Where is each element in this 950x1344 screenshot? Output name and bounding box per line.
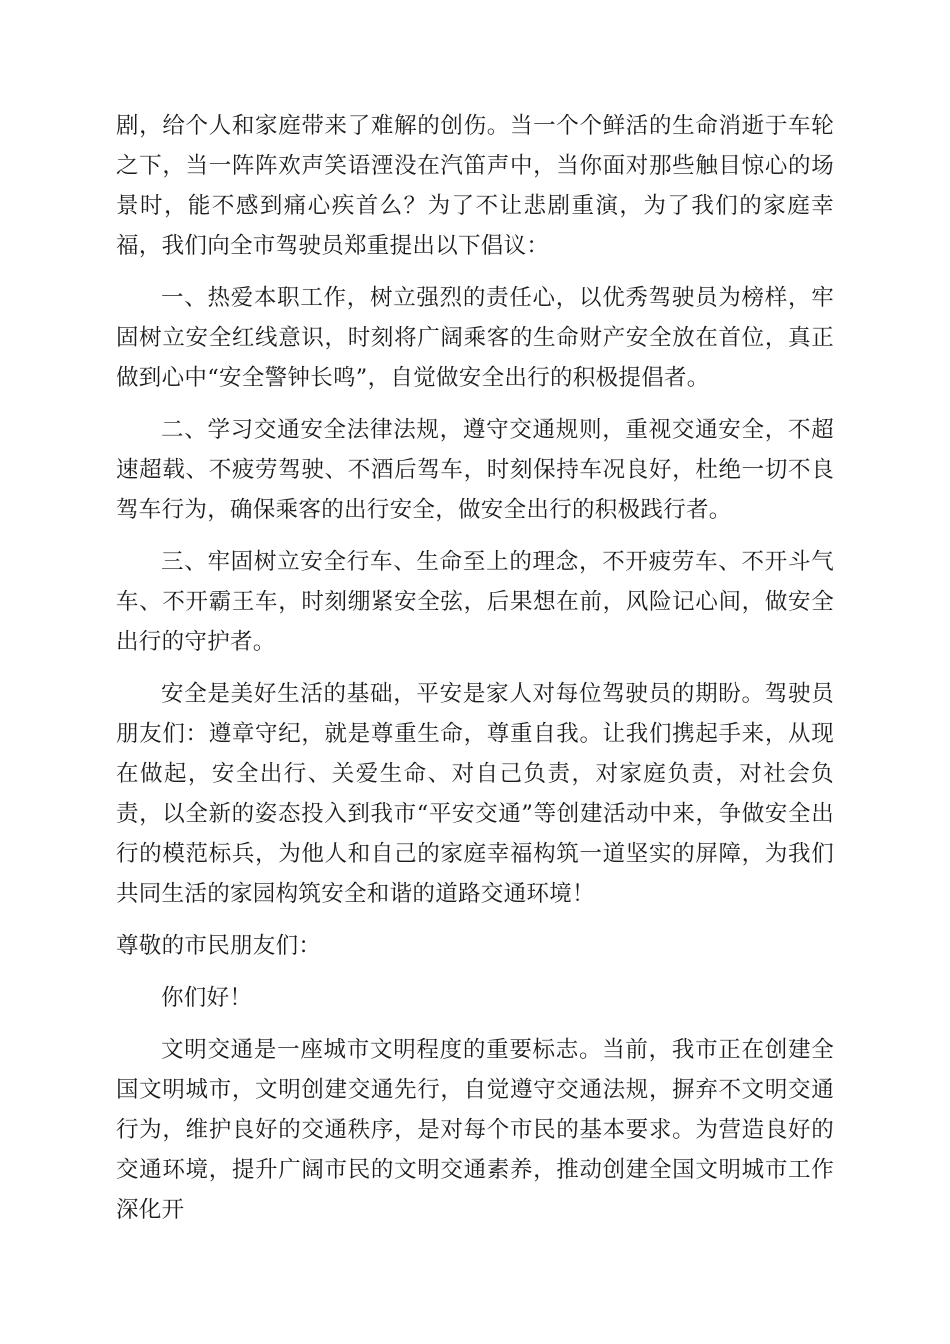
greeting: 你们好！: [161, 985, 253, 1011]
document-body: [116, 106, 834, 1242]
salutation: 尊敬的市民朋友们：: [116, 933, 322, 959]
paragraph-civilized-traffic: 文明交通是一座城市文明程度的重要标志。当前，我市正在创建全国文明城市，文明创建交通先行，自觉遵守交通法规，摒弃不文明交通行为，维护良好的交通秩序，是对每个市民的基本要求。为营造良好的交通环境，提升广阔市民的文明交通素养，推动创建全国文明城市工作深化开: [116, 1037, 834, 1223]
paragraph-proposal-2: 二、学习交通安全法律法规，遵守交通规则，重视交通安全，不超速超载、不疲劳驾驶、不酒后驾车，时刻保持车况良好，杜绝一切不良驾车行为，确保乘客的出行安全，做安全出行的积极践行者。: [116, 417, 834, 523]
paragraph-continuation: 剧，给个人和家庭带来了难解的创伤。当一个个鲜活的生命消逝于车轮之下，当一阵阵欢声笑语湮没在汽笛声中，当你面对那些触目惊心的场景时，能不感到痛心疾首么？为了不让悲剧重演，为了我们的家庭幸福，我们向全市驾驶员郑重提出以下倡议：: [116, 113, 834, 259]
paragraph-closing: 安全是美好生活的基础，平安是家人对每位驾驶员的期盼。驾驶员朋友们：遵章守纪，就是尊重生命，尊重自我。让我们携起手来，从现在做起，安全出行、关爱生命、对自己负责，对家庭负责，对社会负责，以全新的姿态投入到我市“平安交通”等创建活动中来，争做安全出行的模范标兵，为他人和自己的家庭幸福构筑一道坚实的屏障，为我们共同生活的家园构筑安全和谐的道路交通环境！: [116, 681, 834, 907]
paragraph-proposal-3: 三、牢固树立安全行车、生命至上的理念，不开疲劳车、不开斗气车、不开霸王车，时刻绷紧安全弦，后果想在前，风险记心间，做安全出行的守护者。: [116, 549, 834, 655]
paragraph-proposal-1: 一、热爱本职工作，树立强烈的责任心，以优秀驾驶员为榜样，牢固树立安全红线意识，时刻将广阔乘客的生命财产安全放在首位，真正做到心中“安全警钟长鸣”，自觉做安全出行的积极提倡者。: [116, 285, 834, 391]
